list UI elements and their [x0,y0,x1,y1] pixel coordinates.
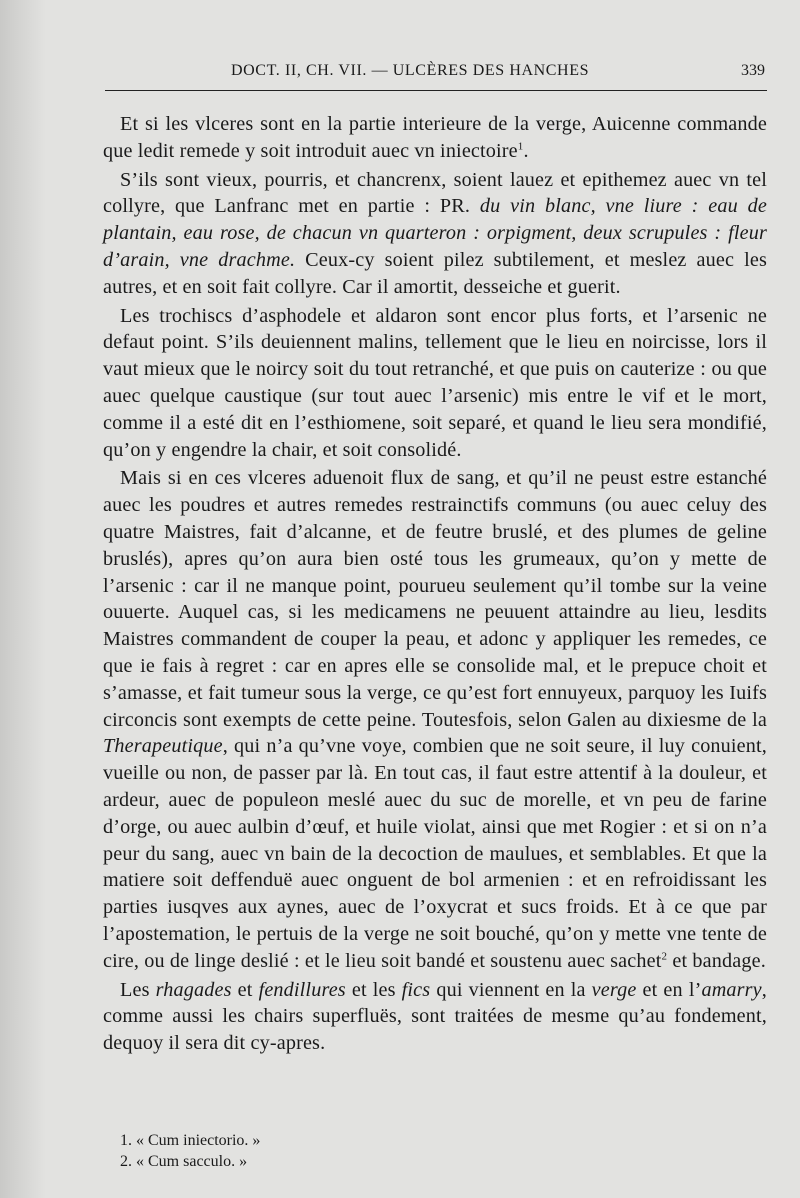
paragraph-5-i: et en l’ [636,978,702,1001]
paragraph-4-text-a: Mais si en ces vlceres aduenoit flux de sang, et qu’il ne peust estre estanché auec les poudres et autres remedes restrainctifs communs (ou auec celuy des quatre Maistres, fait d’alcanne, et de feutre bruslé, et des plumes de geline bruslés), apres qu’on aura bien osté tous les grumeaux, qu’on y mette de l’arsenic : car il ne manque point, pourueu seulement qu’il tombe sur la veine ouuerte. Auquel cas, si les medicamens ne peuuent attaindre au lieu, lesdits Maistres commandent de couper la peau, et adonc y appliquer les remedes, ce que ie fais à regret : car en apres elle se consolide mal, et le prepuce choit et s’amasse, et fait tumeur sous la verge, ce qu’est fort ennuyeux, parquoy les Iuifs circoncis sont exempts de cette peine. Toutesfois, selon Galen au dixiesme de la [103,467,767,731]
paragraph-1-text: Et si les vlceres sont en la partie interieure de la verge, Auicenne commande que ledit remede y soit introduit auec vn iniectoire [103,113,767,162]
paragraph-4-text-d: et bandage. [667,949,766,972]
paragraph-5-fics: fics [401,978,431,1001]
paragraph-5-e: et les [345,978,402,1001]
paragraph-4-therapeutique: Therapeutique [103,735,223,758]
page-number: 339 [741,62,765,79]
paragraph-2-recipe: du vin blanc, vne liure : eau de plantain, eau rose, de chacun vn quarteron : orpigment, deux scrupules : fleur d’arain, vne drachme. [103,195,767,271]
footnotes [120,1130,260,1172]
paragraph-2 [103,167,767,301]
paragraph-1-tail: . [523,139,529,162]
paragraph-3: Les trochiscs d’asphodele et aldaron sont encor plus forts, et l’arsenic ne defaut point. S’ils deuiennent malins, tellement que le lieu en noircisse, lors il vaut mieux que le noircy soit du tout retranché, et que puis on cauterize : ou que auec quelque caustique (sur tout auec l’arsenic) mis entre le vif et le mort, comme il a esté dit en l’esthiomene, soit separé, et quand le lieu sera mondifié, qu’on y engendre la chair, et soit consolidé. [103,304,767,461]
running-header [105,60,767,91]
paragraph-5 [103,977,767,1057]
paragraph-4 [103,465,767,974]
footnote-2: 2. « Cum sacculo. » [120,1153,248,1170]
footnote-1: 1. « Cum iniectorio. » [120,1132,261,1149]
paragraph-4-text-c: , qui n’a qu’vne voye, combien que ne soit seure, il luy conuient, vueille ou non, de passer par là. En tout cas, il faut estre attentif à la douleur, et ardeur, auec de populeon meslé auec du suc de morelle, et vn peu de farine d’orge, ou auec aulbin d’œuf, et huile violat, ainsi que met Rogier : et si on n’a peur du sang, auec vn bain de la decoction de maulues, et semblables. Et que la matiere soit deffenduë auec onguent de bol armenien : et en refroidissant les parties iusqves aux aynes, auec de l’oxycrat et sucs froids. Et à ce que par l’apostemation, le pertuis de la verge ne soit bouché, qu’on y mette vne tente de cire, ou de linge deslié : et le lieu soit bandé et soustenu auec sachet [103,735,767,972]
paragraph-1 [103,111,767,165]
footnote-ref-2: 2 [661,949,668,962]
paragraph-5-c: et [231,978,259,1001]
paragraph-5-k: , comme aussi les chairs superfluës, sont traitées de mesme qu’au fondement, dequoy il sera dit cy-apres. [103,978,767,1055]
footnote-ref-1: 1 [517,140,524,153]
paragraph-2-text-a: S’ils sont vieux, pourris, et chancrenx, soient lauez et epithemez auec vn tel collyre, que Lanfranc met en partie : PR. [103,168,767,218]
paragraph-5-amarry: amarry [701,978,762,1001]
paragraph-5-verge: verge [591,978,637,1001]
paragraph-5-fendillures: fendillures [258,978,346,1001]
paragraph-5-a: Les [120,978,156,1001]
paragraph-5-g: qui viennent en la [430,978,592,1001]
running-title: DOCT. II, CH. VII. — ULCÈRES DES HANCHES [231,62,590,79]
paragraph-2-text-c: Ceux-cy soient pilez subtilement, et meslez auec les autres, et en soit fait collyre. Car il amortit, desseiche et guerit. [103,248,767,298]
main-text [103,111,767,1057]
paragraph-5-rhagades: rhagades [155,978,232,1001]
